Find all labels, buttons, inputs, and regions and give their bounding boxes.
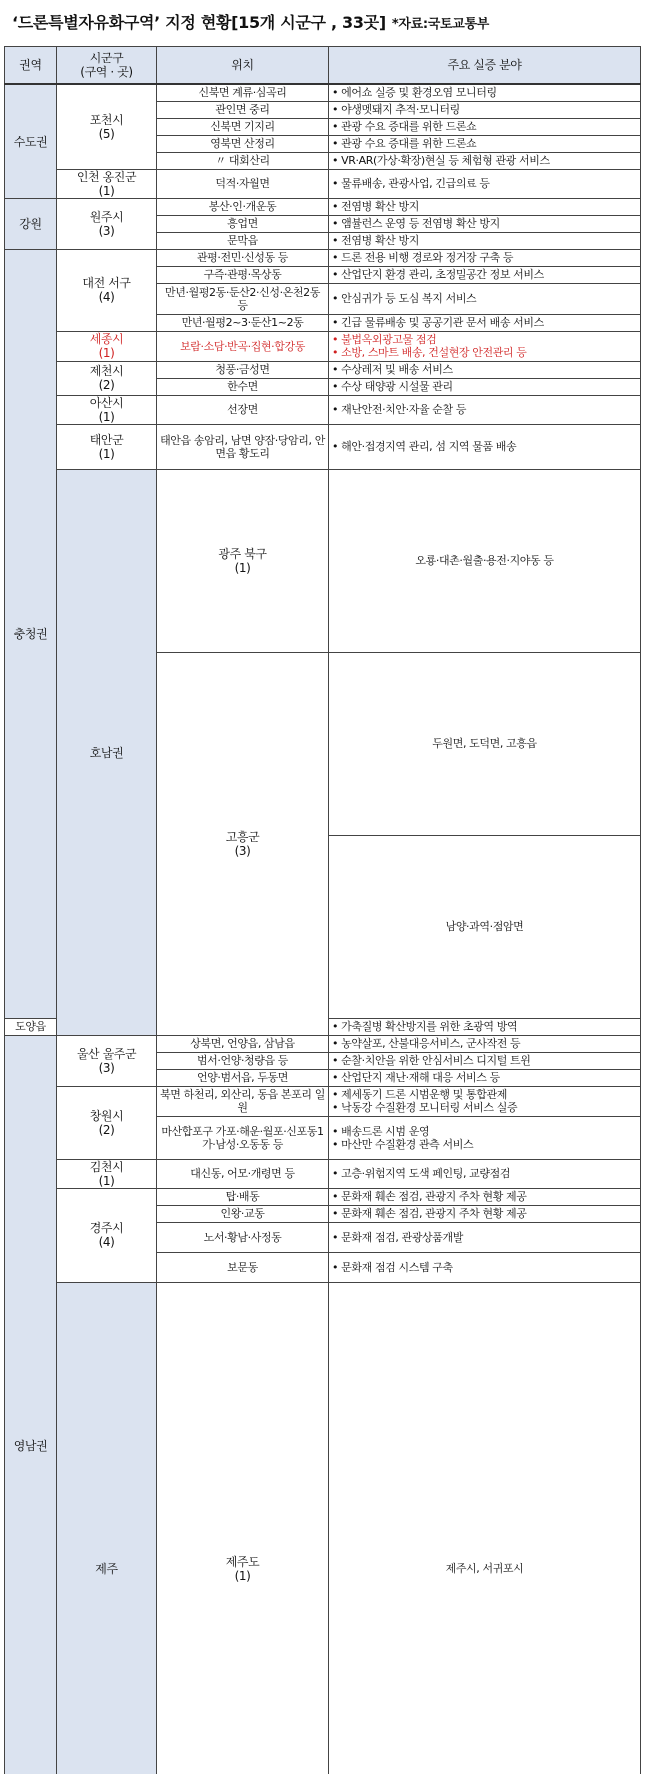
field-bullet: • 소방, 스마트 배송, 건설현장 안전관리 등 (332, 346, 527, 359)
field-cell (329, 331, 641, 361)
district-cell: 제천시 (2) (57, 361, 157, 395)
field-cell (329, 1116, 641, 1159)
drone-zone-table (4, 46, 641, 1774)
district-cell: 김천시 (1) (57, 1159, 157, 1188)
field-cell (329, 1222, 641, 1252)
header-field: 주요 실증 분야 (329, 47, 641, 85)
district-cell: 제주도 (1) (157, 1282, 329, 1774)
table-row (5, 1188, 641, 1205)
field-cell (329, 266, 641, 283)
field-bullet: • 문화재 점검, 관광상품개발 (332, 1230, 463, 1244)
field-cell (329, 1069, 641, 1086)
district-cell: 세종시 (1) (57, 331, 157, 361)
field-bullet: • 에어쇼 실증 및 환경오염 모니터링 (332, 86, 497, 100)
field-bullet: • 앰뷸런스 운영 등 전염병 확산 방지 (332, 217, 500, 230)
region-cell: 충청권 (5, 249, 57, 1018)
location-cell: 〃 대회산리 (157, 152, 329, 169)
header-row (5, 47, 641, 85)
field-cell (329, 152, 641, 169)
district-cell: 창원시 (2) (57, 1086, 157, 1159)
field-cell (329, 101, 641, 118)
field-bullet: • 야생멧돼지 추적·모니터링 (332, 103, 460, 116)
field-bullet: • 수상레저 및 배송 서비스 (332, 363, 453, 376)
field-bullet: • 문화재 훼손 점검, 관광지 주차 현황 제공 (332, 1190, 527, 1203)
source-note: *자료:국토교통부 (391, 17, 490, 32)
location-cell: 관인면 중리 (157, 101, 329, 118)
field-cell (329, 1086, 641, 1116)
table-row (5, 1035, 641, 1052)
location-cell: 오룡·대촌·월출·용전·지야동 등 (329, 469, 641, 652)
field-bullet: • 문화재 훼손 점검, 관광지 주차 현황 제공 (332, 1207, 527, 1220)
location-cell: 노서·황남·사정동 (157, 1222, 329, 1252)
table-row (5, 84, 641, 101)
field-cell (329, 118, 641, 135)
location-cell: 상북면, 언양읍, 삼남읍 (157, 1035, 329, 1052)
field-bullet: • 관광 수요 증대를 위한 드론쇼 (332, 137, 477, 150)
field-bullet: • 농약살포, 산불대응서비스, 군사작전 등 (332, 1037, 521, 1050)
region-cell: 영남권 (5, 1035, 57, 1774)
region-cell: 제주 (57, 1282, 157, 1774)
field-bullet: • 안심귀가 등 도심 복지 서비스 (332, 292, 477, 305)
table-row (5, 469, 641, 652)
field-cell (329, 424, 641, 469)
district-cell: 광주 북구 (1) (157, 469, 329, 652)
location-cell: 남양·과역·점암면 (329, 835, 641, 1018)
district-cell: 포천시 (5) (57, 84, 157, 169)
page-title (12, 8, 642, 38)
field-bullet: • 제세동기 드론 시범운행 및 통합관제 (332, 1088, 507, 1101)
field-bullet: • 문화재 점검 시스템 구축 (332, 1260, 453, 1274)
field-cell (329, 84, 641, 101)
field-cell (329, 1035, 641, 1052)
field-cell (329, 378, 641, 395)
district-cell: 태안군 (1) (57, 424, 157, 469)
field-cell (329, 361, 641, 378)
location-cell: 도양읍 (5, 1018, 57, 1035)
field-bullet: • 전염병 확산 방지 (332, 234, 419, 247)
district-cell: 대전 서구 (4) (57, 249, 157, 331)
location-cell: 인왕·교동 (157, 1205, 329, 1222)
table-row (5, 1282, 641, 1774)
location-cell: 언양·범서읍, 두동면 (157, 1069, 329, 1086)
location-cell: 두원면, 도덕면, 고흥읍 (329, 652, 641, 835)
field-cell (329, 1188, 641, 1205)
field-bullet: • 관광 수요 증대를 위한 드론쇼 (332, 120, 477, 133)
field-bullet: • 드론 전용 비행 경로와 정거장 구축 등 (332, 251, 514, 264)
table-row (5, 169, 641, 198)
field-cell (329, 1159, 641, 1188)
field-bullet: • 불법옥외광고물 점검 (332, 333, 437, 346)
field-bullet: • 낙동강 수질환경 모니터링 서비스 실증 (332, 1101, 518, 1114)
field-bullet: • 마산만 수질환경 관측 서비스 (332, 1137, 474, 1151)
field-bullet: • 수상 태양광 시설물 관리 (332, 380, 453, 393)
header-region: 권역 (5, 47, 57, 85)
field-cell (329, 232, 641, 249)
location-cell: 관평·전민·신성동 등 (157, 249, 329, 266)
field-cell (329, 314, 641, 331)
header-district: 시군구 (구역 · 곳) (57, 47, 157, 85)
location-cell: 구즉·관평·목상동 (157, 266, 329, 283)
table-row (5, 1159, 641, 1188)
location-cell: 보문동 (157, 1252, 329, 1282)
field-cell (329, 215, 641, 232)
location-cell: 탑·배동 (157, 1188, 329, 1205)
table-row (5, 361, 641, 378)
location-cell: 흥업면 (157, 215, 329, 232)
location-cell: 신북면 기지리 (157, 118, 329, 135)
location-cell: 대신동, 어모·개령면 등 (157, 1159, 329, 1188)
location-cell: 영북면 산정리 (157, 135, 329, 152)
table-row (5, 395, 641, 424)
location-cell: 한수면 (157, 378, 329, 395)
field-bullet: • VR·AR(가상·확장)현실 등 체험형 관광 서비스 (332, 154, 550, 167)
location-cell: 덕적·자월면 (157, 169, 329, 198)
field-cell (329, 1052, 641, 1069)
field-cell (329, 395, 641, 424)
location-cell: 신북면 계류·심곡리 (157, 84, 329, 101)
district-cell: 고흥군 (3) (157, 652, 329, 1035)
field-cell (329, 1018, 641, 1035)
field-bullet: • 고층·위험지역 도색 페인팅, 교량점검 (332, 1167, 511, 1180)
field-bullet: • 해안·접경지역 관리, 섬 지역 물품 배송 (332, 440, 517, 453)
location-cell: 보람·소담·반곡·집현·합강동 (157, 331, 329, 361)
location-cell: 문막읍 (157, 232, 329, 249)
field-bullet: • 배송드론 시범 운영 (332, 1124, 430, 1138)
location-cell: 선장면 (157, 395, 329, 424)
region-cell: 수도권 (5, 84, 57, 198)
field-cell (329, 135, 641, 152)
district-cell: 아산시 (1) (57, 395, 157, 424)
location-cell: 범서·언양·청량읍 등 (157, 1052, 329, 1069)
field-cell (329, 198, 641, 215)
district-cell: 경주시 (4) (57, 1188, 157, 1282)
field-bullet: • 산업단지 재난·재해 대응 서비스 등 (332, 1071, 500, 1084)
table-row (5, 198, 641, 215)
location-cell: 봉산·인·개운동 (157, 198, 329, 215)
table-row (5, 331, 641, 361)
field-cell (329, 1252, 641, 1282)
district-cell: 울산 울주군 (3) (57, 1035, 157, 1086)
district-cell: 인천 옹진군 (1) (57, 169, 157, 198)
location-cell: 태안읍 송암리, 남면 양잠·당암리, 안면읍 황도리 (157, 424, 329, 469)
location-cell: 제주시, 서귀포시 (329, 1282, 641, 1774)
location-cell: 만년·월평2동·둔산2·신성·온천2동 등 (157, 283, 329, 314)
location-cell: 만년·월평2~3·둔산1~2동 (157, 314, 329, 331)
table-row (5, 424, 641, 469)
field-cell (329, 283, 641, 314)
field-bullet: • 긴급 물류배송 및 공공기관 문서 배송 서비스 (332, 316, 544, 329)
field-bullet: • 재난안전·치안·자율 순찰 등 (332, 403, 467, 416)
header-location: 위치 (157, 47, 329, 85)
table-row (5, 1086, 641, 1116)
field-bullet: • 산업단지 환경 관리, 초정밀공간 정보 서비스 (332, 268, 544, 281)
region-cell: 호남권 (57, 469, 157, 1035)
district-cell: 원주시 (3) (57, 198, 157, 249)
field-bullet: • 물류배송, 관광사업, 긴급의료 등 (332, 177, 490, 190)
field-bullet: • 순찰·치안을 위한 안심서비스 디지털 트윈 (332, 1054, 531, 1067)
field-bullet: • 가축질병 확산방지를 위한 초광역 방역 (332, 1020, 518, 1033)
location-cell: 마산합포구 가포·해운·월포·신포동1가·남성·오동동 등 (157, 1116, 329, 1159)
field-cell (329, 1205, 641, 1222)
table-row (5, 249, 641, 266)
location-cell: 북면 하천리, 외산리, 동읍 본포리 일원 (157, 1086, 329, 1116)
field-cell (329, 249, 641, 266)
field-bullet: • 전염병 확산 방지 (332, 200, 419, 213)
field-cell (329, 169, 641, 198)
location-cell: 청풍·금성면 (157, 361, 329, 378)
region-cell: 강원 (5, 198, 57, 249)
title-text: ‘드론특별자유화구역’ 지정 현황[15개 시군구 , 33곳] (12, 13, 386, 32)
